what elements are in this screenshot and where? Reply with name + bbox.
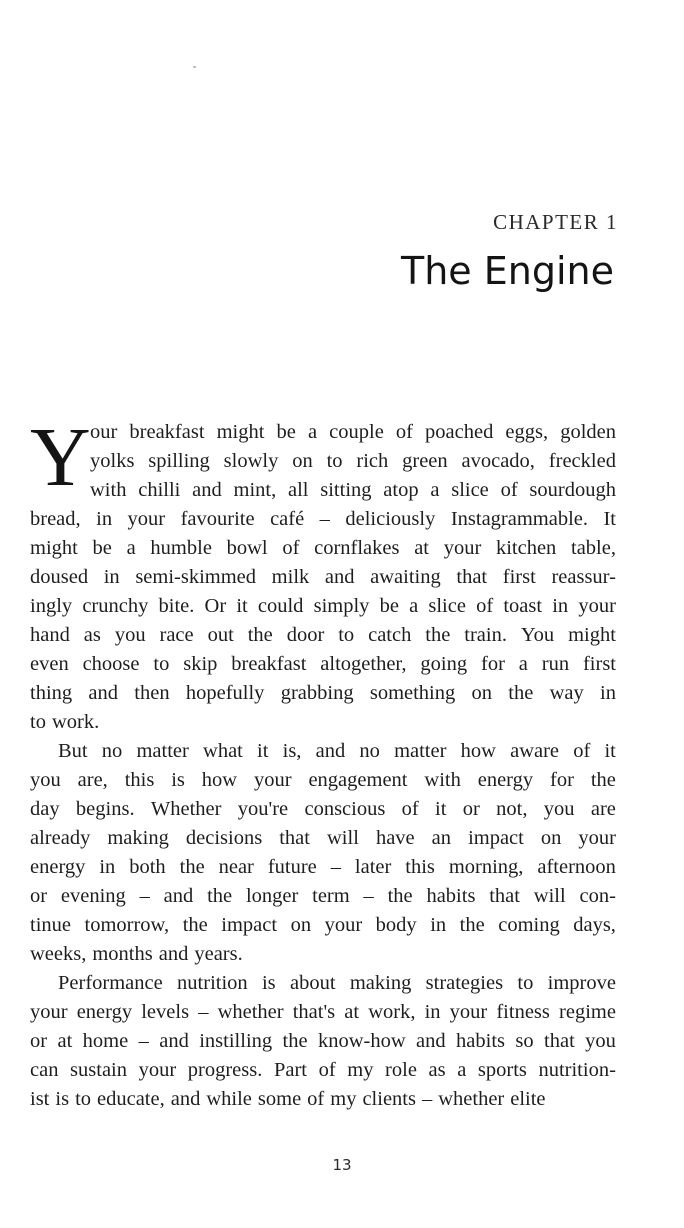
text-line: ingly crunchy bite. Or it could simply be a slice of toast in your (30, 595, 616, 617)
text-line: with chilli and mint, all sitting atop a slice of sourdough (90, 479, 616, 501)
drop-cap: Y (30, 411, 91, 504)
text-line: or at home – and instilling the know-how and habits so that you (30, 1030, 616, 1052)
text-line: you are, this is how your engagement with energy for the (30, 769, 616, 791)
text-line: yolks spilling slowly on to rich green avocado, freckled (90, 450, 616, 472)
chapter-label: CHAPTER 1 (493, 210, 618, 234)
text-line: or evening – and the longer term – the habits that will con- (30, 885, 616, 907)
chapter-title: The Engine (401, 249, 614, 293)
text-line: tinue tomorrow, the impact on your body in the coming days, (30, 914, 616, 936)
text-line: weeks, months and years. (30, 943, 243, 965)
text-line: doused in semi-skimmed milk and awaiting that first reassur- (30, 566, 616, 588)
text-line: can sustain your progress. Part of my role as a sports nutrition- (30, 1059, 616, 1081)
text-line: your energy levels – whether that's at work, in your fitness regime (30, 1001, 616, 1023)
text-line: Performance nutrition is about making strategies to improve (58, 972, 616, 994)
text-line: day begins. Whether you're conscious of it or not, you are (30, 798, 616, 820)
text-line: our breakfast might be a couple of poached eggs, golden (90, 421, 616, 443)
text-line: already making decisions that will have an impact on your (30, 827, 616, 849)
text-line: might be a humble bowl of cornflakes at your kitchen table, (30, 537, 616, 559)
text-line: even choose to skip breakfast altogether, going for a run first (30, 653, 616, 675)
text-line: hand as you race out the door to catch the train. You might (30, 624, 616, 646)
text-line: thing and then hopefully grabbing something on the way in (30, 682, 616, 704)
paper-speck (193, 66, 196, 68)
text-line: ist is to educate, and while some of my clients – whether elite (30, 1088, 546, 1110)
text-line: But no matter what it is, and no matter how aware of it (58, 740, 616, 762)
text-line: to work. (30, 711, 100, 733)
text-line: energy in both the near future – later this morning, afternoon (30, 856, 616, 878)
body-text (30, 411, 616, 1114)
text-line: bread, in your favourite café – deliciously Instagrammable. It (30, 508, 616, 530)
page-number: 13 (332, 1156, 352, 1174)
